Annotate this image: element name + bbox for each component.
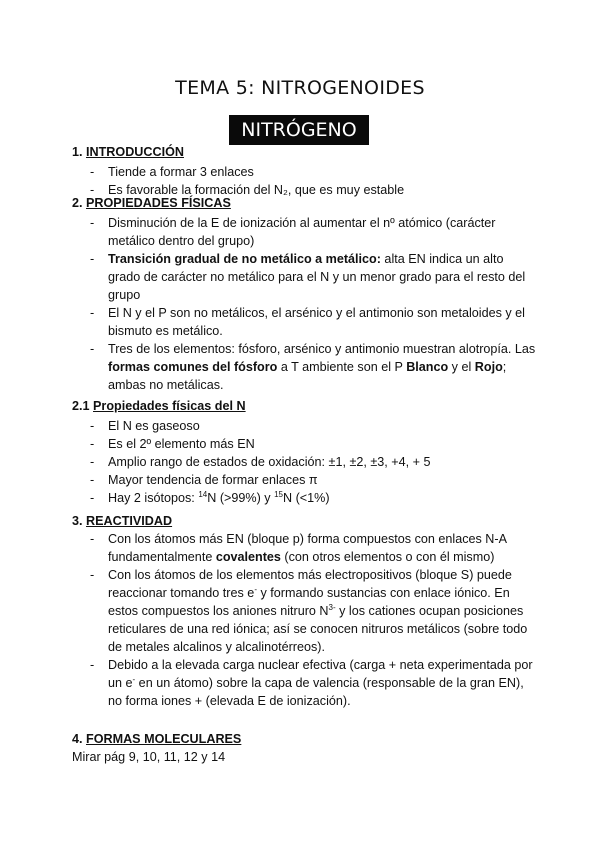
- list-item: - Es favorable la formación del N₂, que es muy estable: [0, 181, 600, 199]
- list-item: - Transición gradual de no metálico a metálico: alta EN indica un alto grado de carácter no metálico para el N y un menor grado para el resto del grupo: [0, 250, 600, 304]
- list-item: - Tres de los elementos: fósforo, arsénico y antimonio muestran alotropía. Las formas comunes del fósforo a T ambiente son el P Blanco y el Rojo; ambas no metálicas.: [0, 340, 600, 394]
- list-item: - Debido a la elevada carga nuclear efectiva (carga + neta experimentada por un e- en un átomo) sobre la capa de valencia (responsable de la gran EN), no forma iones + (elevada E de ionización).: [0, 656, 600, 710]
- section-4-heading: 4. FORMAS MOLECULARES: [72, 732, 242, 746]
- section-2-list: [0, 214, 600, 394]
- section-3-heading: 3. REACTIVIDAD: [72, 514, 173, 528]
- section-2-heading: 2. PROPIEDADES FÍSICAS: [72, 196, 231, 210]
- list-item: - El N es gaseoso: [0, 417, 600, 435]
- list-item: - Amplio rango de estados de oxidación: ±1, ±2, ±3, +4, + 5: [0, 453, 600, 471]
- list-item: - Hay 2 isótopos: $^{14}$N (>99%) y $^{15}$N (<1%): [0, 489, 600, 507]
- section-1-heading: 1. INTRODUCCIÓN: [72, 145, 184, 159]
- list-item: - Mayor tendencia de formar enlaces π: [0, 471, 600, 489]
- section-2-1-list: [0, 417, 600, 507]
- section-2-1-heading: 2.1 Propiedades físicas del N: [72, 399, 246, 413]
- section-3-list: [0, 530, 600, 710]
- list-item: - Disminución de la E de ionización al aumentar el nº atómico (carácter metálico dentro del grupo): [0, 214, 600, 250]
- list-item: - Con los átomos de los elementos más electropositivos (bloque S) puede reaccionar tomando tres e- y formando sustancias con enlace iónico. En estos compuestos los aniones nitruro $N^{3-}$ y los cationes ocupan posiciones reticulares de una red iónica; así se conocen nitruros metálicos (sobre todo de metales alcalinos y alcalinotérreos).: [0, 566, 600, 656]
- page-title: TEMA 5: NITROGENOIDES: [175, 77, 425, 99]
- list-item: - Es el 2º elemento más EN: [0, 435, 600, 453]
- list-item: - Con los átomos más EN (bloque p) forma compuestos con enlaces N-A fundamentalmente covalentes (con otros elementos o con él mismo): [0, 530, 600, 566]
- list-item: - El N y el P son no metálicos, el arsénico y el antimonio son metaloides y el bismuto es metálico.: [0, 304, 600, 340]
- section-4-text: Mirar pág 9, 10, 11, 12 y 14: [72, 750, 226, 764]
- section-1-list: [0, 163, 600, 199]
- list-item: - Tiende a formar 3 enlaces: [0, 163, 600, 181]
- nitrogeno-badge: NITRÓGENO: [229, 115, 369, 145]
